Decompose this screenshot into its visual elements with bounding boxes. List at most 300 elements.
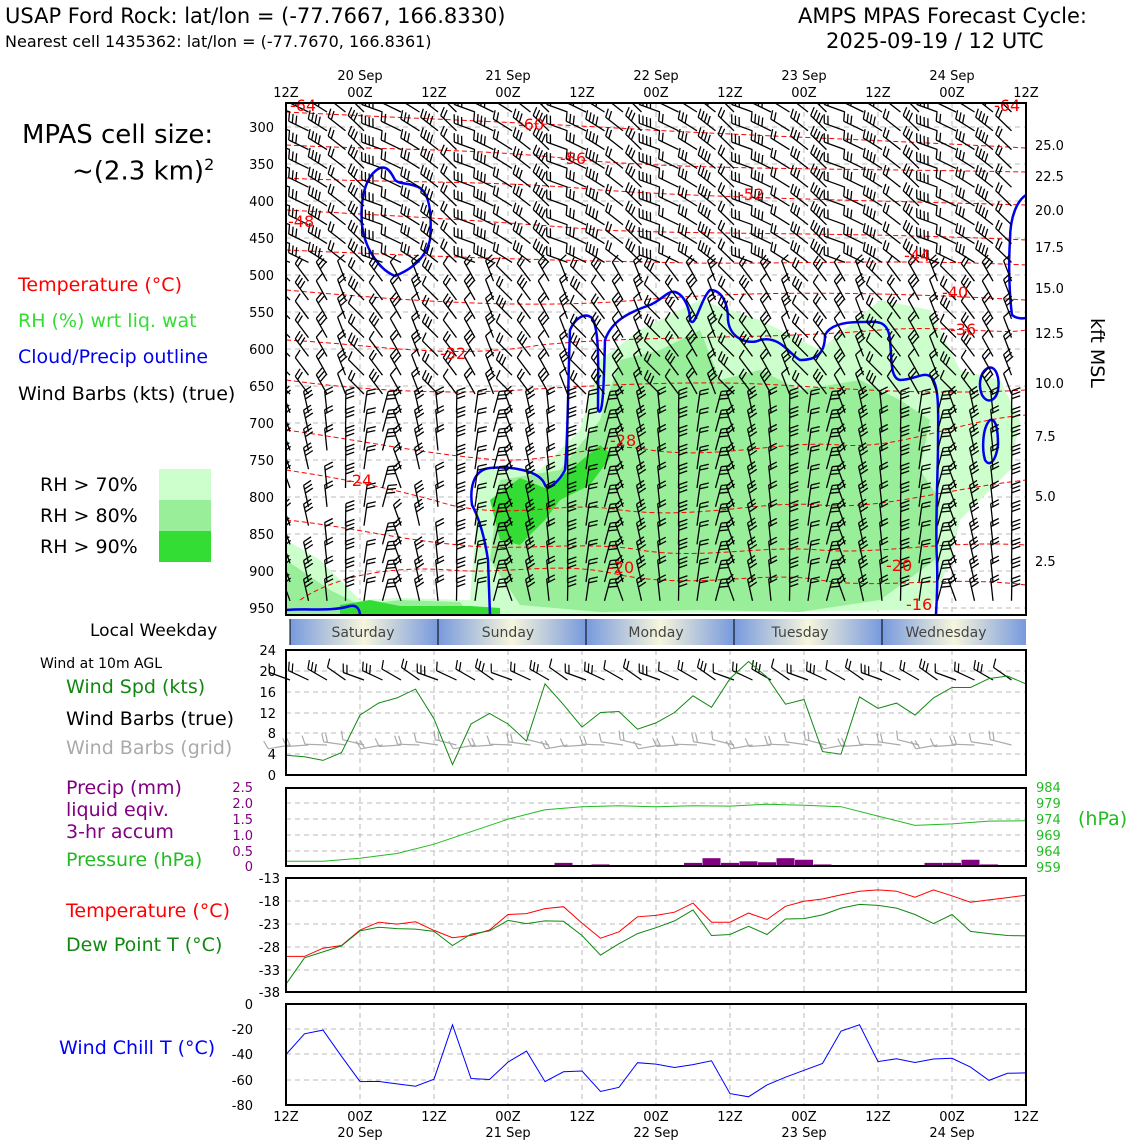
profile-wind-barb — [364, 502, 376, 526]
profile-wind-barb — [678, 204, 697, 225]
profile-wind-barb — [328, 240, 345, 262]
profile-wind-barb — [560, 255, 568, 282]
profile-wind-barb — [771, 242, 790, 263]
profile-wind-barb — [394, 443, 402, 470]
profile-wind-barb — [505, 405, 513, 432]
kft-tick-15: 15.0 — [1035, 282, 1064, 297]
profile-wind-barb — [338, 274, 346, 301]
profile-wind-barb — [936, 169, 956, 188]
profile-wind-barb — [751, 150, 771, 169]
profile-wind-barb — [486, 368, 496, 395]
kft-tick-25: 25.0 — [1035, 139, 1064, 154]
profile-wind-barb — [844, 187, 864, 206]
profile-wind-barb — [824, 227, 845, 244]
profile-wind-barb — [883, 203, 900, 225]
wind-barb-true — [826, 660, 845, 680]
legend-wind-barbs: Wind Barbs (kts) (true) — [18, 383, 236, 405]
wind-barb-true — [417, 664, 438, 681]
bottom-hour-0: 12Z — [273, 1110, 299, 1125]
bottom-hour-4: 12Z — [569, 1110, 595, 1125]
legend-rh: RH (%) wrt liq. wat — [18, 310, 197, 332]
profile-wind-barb — [338, 292, 348, 319]
p-tick-950: 950 — [249, 602, 274, 617]
profile-wind-barb — [606, 184, 623, 206]
weekday-tuesday: Tuesday — [771, 625, 829, 641]
profile-wind-barb — [917, 133, 938, 150]
wind-tick-24: 24 — [259, 644, 276, 659]
top-hour-2: 12Z — [421, 86, 447, 101]
wind-barbs-true-label: Wind Barbs (true) — [66, 708, 235, 730]
p-tick-600: 600 — [249, 343, 274, 358]
profile-wind-barb — [936, 244, 956, 263]
profile-wind-barb — [538, 255, 549, 281]
wind-barb-true — [752, 660, 771, 680]
profile-wind-barb — [547, 133, 568, 150]
profile-wind-barb — [586, 242, 605, 263]
profile-wind-barb — [863, 110, 882, 131]
profile-wind-barb — [547, 208, 568, 225]
profile-wind-barb — [328, 184, 345, 206]
windchill-panel — [232, 998, 1026, 1114]
legend-temperature: Temperature (°C) — [18, 274, 182, 296]
profile-wind-barb — [936, 150, 956, 169]
top-time-axis — [273, 69, 1039, 101]
profile-wind-barb — [383, 579, 398, 601]
profile-wind-barb — [513, 184, 530, 206]
profile-wind-barb — [295, 256, 308, 281]
profile-wind-barb — [493, 223, 512, 244]
p-tick-300: 300 — [249, 121, 274, 136]
wind-speed-label: Wind Spd (kts) — [66, 676, 206, 698]
profile-wind-barb — [308, 148, 327, 169]
profile-wind-barb — [961, 256, 974, 281]
profile-wind-barb — [547, 227, 568, 244]
profile-wind-barb — [791, 240, 808, 262]
profile-wind-barb — [381, 150, 401, 169]
wind-barb-true — [382, 660, 401, 680]
profile-wind-barb — [394, 537, 402, 564]
profile-wind-barb — [732, 152, 753, 169]
profile-wind-barb — [956, 129, 975, 150]
kft-tick-7-5: 7.5 — [1035, 430, 1056, 445]
profile-wind-barb — [732, 114, 753, 131]
kft-tick-22-5: 22.5 — [1035, 170, 1064, 185]
profile-wind-barb — [474, 244, 494, 263]
p-tick-800: 800 — [249, 491, 274, 506]
profile-wind-barb — [381, 112, 401, 131]
profile-wind-barb — [454, 246, 475, 263]
p-tick-900: 900 — [249, 565, 274, 580]
profile-wind-barb — [751, 225, 771, 244]
precip-bars — [555, 858, 999, 866]
rh-80-label: RH > 80% — [40, 505, 138, 527]
profile-wind-barb — [930, 255, 940, 282]
profile-wind-barb — [454, 227, 475, 244]
profile-wind-barb — [956, 223, 975, 244]
profile-wind-barb — [454, 190, 475, 207]
profile-wind-barb — [678, 186, 697, 207]
profile-wind-barb — [362, 208, 383, 225]
profile-wind-barb — [639, 246, 660, 263]
profile-wind-barb — [381, 244, 401, 263]
profile-wind-barb — [639, 171, 660, 188]
top-hour-8: 12Z — [865, 86, 891, 101]
profile-wind-barb — [436, 425, 444, 451]
temp-label-32: -32 — [440, 344, 467, 363]
p-tick-400: 400 — [249, 195, 274, 210]
wind-tick-16: 16 — [259, 686, 276, 701]
profile-wind-barb — [560, 292, 570, 319]
pressure-tick-974: 974 — [1036, 813, 1061, 828]
nearest-cell-info: Nearest cell 1435362: lat/lon = (-77.7670, 166.8361) — [5, 32, 432, 51]
profile-wind-barb — [547, 114, 568, 131]
profile-wind-barb — [412, 330, 422, 357]
profile-wind-barb — [782, 274, 790, 301]
profile-wind-barb — [936, 112, 956, 131]
hpa-unit-label: (hPa) — [1078, 808, 1128, 830]
profile-wind-barb — [566, 169, 586, 188]
profile-wind-barb — [639, 114, 660, 131]
profile-wind-barb — [991, 575, 999, 601]
profile-wind-barb — [454, 208, 475, 225]
wind-barb-true — [861, 664, 882, 681]
profile-wind-barb — [678, 148, 697, 169]
precip-tick-2-5: 2.5 — [232, 781, 253, 796]
precip-panel — [232, 781, 1061, 876]
bottom-hour-10: 12Z — [1013, 1110, 1039, 1125]
top-date-22: 22 Sep — [633, 69, 679, 84]
profile-wind-barb — [659, 131, 679, 150]
profile-wind-barb — [698, 240, 715, 262]
profile-wind-barb — [493, 186, 512, 207]
profile-wind-barb — [639, 133, 660, 150]
profile-wind-barb — [751, 131, 771, 150]
profile-wind-barb — [454, 152, 475, 169]
temp-label-64-right: -64 — [994, 96, 1021, 115]
profile-wind-barb — [586, 204, 605, 225]
profile-wind-barb — [791, 203, 808, 225]
profile-wind-barb — [698, 90, 715, 112]
weekday-wednesday: Wednesday — [905, 625, 987, 641]
cycle-date: 2025-09-19 / 12 UTC — [826, 29, 1044, 53]
local-weekday-label: Local Weekday — [90, 621, 218, 641]
profile-wind-barb — [791, 128, 808, 150]
profile-wind-barb — [791, 146, 808, 168]
profile-wind-barb — [917, 114, 938, 131]
profile-wind-barb — [454, 133, 475, 150]
profile-wind-barb — [956, 110, 975, 131]
profile-wind-barb — [308, 167, 327, 188]
profile-wind-barb — [401, 148, 420, 169]
profile-wind-barb — [976, 184, 993, 206]
bottom-date-23: 23 Sep — [781, 1126, 827, 1140]
profile-wind-barb — [824, 133, 845, 150]
profile-wind-barb — [436, 575, 444, 601]
profile-wind-barb — [659, 225, 679, 244]
profile-wind-barb — [566, 187, 586, 206]
precip-tick-1-0: 1.0 — [232, 829, 253, 844]
profile-wind-barb — [639, 152, 660, 169]
cell-size-text: ~(2.3 km) — [72, 156, 205, 187]
profile-wind-barb — [698, 165, 715, 187]
temp-label-44: -44 — [904, 246, 931, 265]
profile-wind-barb — [394, 555, 402, 582]
profile-wind-barb — [771, 110, 790, 131]
temp-tick-18: -18 — [258, 895, 280, 910]
bottom-hour-1: 00Z — [347, 1110, 373, 1125]
profile-wind-barb — [362, 152, 383, 169]
profile-panel — [249, 88, 1064, 617]
profile-wind-barb — [493, 110, 512, 131]
profile-wind-barb — [883, 128, 900, 150]
temp-panel — [259, 872, 1026, 1001]
profile-wind-barb — [678, 110, 697, 131]
profile-wind-barb — [639, 208, 660, 225]
profile-wind-barb — [493, 129, 512, 150]
profile-wind-barb — [474, 187, 494, 206]
top-hour-5: 00Z — [643, 86, 669, 101]
profile-wind-barb — [863, 242, 882, 263]
profile-wind-barb — [639, 190, 660, 207]
wind-barb-true — [565, 664, 586, 681]
profile-wind-barb — [454, 171, 475, 188]
precip-tick-0-5: 0.5 — [232, 845, 253, 860]
wind-10m-label: Wind at 10m AGL — [40, 656, 163, 672]
p-tick-650: 650 — [249, 380, 274, 395]
profile-wind-barb — [328, 165, 345, 187]
pressure-tick-984: 984 — [1036, 781, 1061, 796]
cell-size-sup: 2 — [204, 155, 215, 174]
temp-label-20b: -20 — [886, 556, 913, 575]
profile-wind-barb — [325, 481, 333, 507]
profile-wind-barb — [566, 206, 586, 225]
wind-panel — [259, 644, 1026, 784]
profile-wind-barb — [760, 255, 771, 281]
profile-wind-barb — [732, 133, 753, 150]
profile-wind-barb — [606, 222, 623, 244]
bottom-hour-9: 00Z — [939, 1110, 965, 1125]
profile-wind-barb — [824, 152, 845, 169]
profile-wind-barb — [401, 223, 420, 244]
profile-wind-barb — [328, 90, 345, 112]
rh-70-label: RH > 70% — [40, 474, 138, 496]
profile-wind-barb — [1004, 330, 1012, 357]
profile-wind-barb — [606, 90, 623, 112]
profile-wind-barb — [1012, 576, 1021, 601]
profile-wind-barb — [883, 165, 900, 187]
profile-wind-barb — [949, 555, 957, 582]
weekday-saturday: Saturday — [331, 625, 395, 641]
kft-tick-20: 20.0 — [1035, 204, 1064, 219]
temp-label-40: -40 — [942, 283, 969, 302]
profile-wind-barb — [381, 131, 401, 150]
wind-barb-true — [456, 660, 475, 680]
profile-wind-barb — [708, 255, 718, 282]
profile-wind-barb — [771, 204, 790, 225]
profile-wind-barb — [401, 110, 420, 131]
bottom-hour-5: 00Z — [643, 1110, 669, 1125]
profile-wind-barb — [591, 256, 604, 281]
p-tick-350: 350 — [249, 158, 274, 173]
profile-wind-barb — [606, 165, 623, 187]
kft-axis — [1035, 139, 1064, 570]
profile-wind-barb — [856, 274, 866, 301]
bottom-date-20: 20 Sep — [337, 1126, 383, 1140]
temp-label-48: -48 — [288, 212, 315, 231]
pressure-axis — [249, 121, 274, 617]
profile-wind-barb — [634, 274, 644, 301]
top-date-20: 20 Sep — [337, 69, 383, 84]
profile-wind-barb — [844, 150, 864, 169]
profile-wind-barb — [698, 128, 715, 150]
profile-wind-barb — [606, 146, 623, 168]
profile-wind-barb — [956, 148, 975, 169]
profile-wind-barb — [844, 112, 864, 131]
profile-wind-barb — [883, 146, 900, 168]
precip-tick-1-5: 1.5 — [232, 813, 253, 828]
dewpoint-label: Dew Point T (°C) — [66, 934, 223, 956]
wind-tick-0: 0 — [267, 769, 276, 784]
profile-wind-barb — [917, 208, 938, 225]
profile-wind-barb — [844, 206, 864, 225]
profile-wind-barb — [486, 349, 494, 376]
profile-wind-barb — [401, 242, 420, 263]
precip-tick-0: 0 — [244, 860, 253, 875]
profile-wind-barb — [369, 256, 382, 281]
wind-barb-true — [787, 664, 808, 681]
profile-wind-barb — [289, 187, 309, 206]
profile-wind-barb — [639, 227, 660, 244]
station-title: USAP Ford Rock: lat/lon = (-77.7667, 166.8330) — [5, 4, 506, 28]
profile-wind-barb — [863, 129, 882, 150]
kft-tick-12-5: 12.5 — [1035, 327, 1064, 342]
profile-wind-barb — [659, 169, 679, 188]
wind-barb-true — [639, 664, 660, 681]
profile-wind-barb — [390, 255, 401, 281]
kft-tick-5: 5.0 — [1035, 490, 1056, 505]
pressure-tick-959: 959 — [1036, 861, 1061, 876]
wc-tick-40: -40 — [231, 1048, 253, 1063]
windchill-label: Wind Chill T (°C) — [59, 1037, 216, 1059]
wind-barb-true — [308, 660, 327, 680]
profile-wind-barb — [863, 223, 882, 244]
profile-wind-barb — [1004, 349, 1014, 376]
profile-wind-barb — [394, 424, 402, 451]
profile-wind-barb — [698, 184, 715, 206]
wc-tick-80: -80 — [231, 1099, 253, 1114]
kft-tick-10: 10.0 — [1035, 377, 1064, 392]
profile-wind-barb — [824, 190, 845, 207]
profile-wind-barb — [936, 131, 956, 150]
profile-wind-barb — [976, 165, 993, 187]
profile-wind-barb — [824, 114, 845, 131]
profile-wind-barb — [586, 186, 605, 207]
bottom-date-24: 24 Sep — [929, 1126, 975, 1140]
bottom-date-21: 21 Sep — [485, 1126, 531, 1140]
precip-label-2: liquid eqiv. — [66, 799, 169, 821]
profile-wind-barb — [586, 129, 605, 150]
bottom-hour-6: 12Z — [717, 1110, 743, 1125]
temp-label-52: -52 — [738, 185, 765, 204]
profile-wind-barb — [474, 131, 494, 150]
profile-wind-barb — [791, 184, 808, 206]
wc-tick-0: 0 — [244, 998, 253, 1013]
profile-wind-barb — [678, 92, 697, 113]
profile-wind-barb — [513, 203, 530, 225]
profile-wind-barb — [493, 242, 512, 263]
pressure-label: Pressure (hPa) — [66, 849, 203, 871]
bottom-hour-2: 12Z — [421, 1110, 447, 1125]
temp-tick-28: -28 — [258, 941, 280, 956]
top-date-23: 23 Sep — [781, 69, 827, 84]
precip-bar — [703, 858, 721, 866]
pressure-tick-964: 964 — [1036, 845, 1061, 860]
profile-wind-barb — [325, 425, 333, 451]
pressure-tick-979: 979 — [1036, 797, 1061, 812]
profile-wind-barb — [771, 223, 790, 244]
weekday-sunday: Sunday — [481, 625, 535, 641]
top-hour-9: 00Z — [939, 86, 965, 101]
profile-wind-barb — [771, 148, 790, 169]
kft-msl-label: kft MSL — [1086, 318, 1108, 388]
wind-tick-8: 8 — [267, 727, 276, 742]
profile-wind-barb — [883, 222, 900, 244]
profile-wind-barb — [547, 171, 568, 188]
p-tick-550: 550 — [249, 306, 274, 321]
profile-wind-barb — [976, 203, 993, 225]
precip-tick-2-0: 2.0 — [232, 797, 253, 812]
weekday-strip — [290, 619, 1026, 645]
cell-size-label: MPAS cell size: — [22, 120, 214, 150]
profile-wind-barb — [394, 518, 402, 545]
profile-wind-barb — [771, 129, 790, 150]
profile-wind-barb — [883, 240, 900, 262]
wind-tick-4: 4 — [267, 748, 276, 763]
bottom-hour-8: 12Z — [865, 1110, 891, 1125]
profile-wind-barb — [381, 187, 401, 206]
profile-wind-barb — [474, 225, 494, 244]
profile-wind-barb — [505, 424, 513, 451]
profile-wind-barb — [887, 256, 900, 281]
wind-barb-true — [343, 664, 364, 681]
profile-wind-barb — [394, 405, 402, 432]
profile-wind-barb — [289, 150, 309, 169]
profile-wind-barb — [289, 244, 309, 263]
profile-wind-barb — [560, 274, 568, 301]
profile-wind-barb — [606, 203, 623, 225]
profile-wind-barb — [328, 222, 345, 244]
temp-tick-23: -23 — [258, 918, 280, 933]
profile-wind-barb — [401, 204, 420, 225]
profile-wind-barb — [844, 169, 864, 188]
top-hour-1: 00Z — [347, 86, 373, 101]
cycle-title: AMPS MPAS Forecast Cycle: — [798, 4, 1087, 28]
profile-wind-barb — [659, 206, 679, 225]
profile-wind-barb — [513, 165, 530, 187]
profile-wind-barb — [394, 499, 402, 526]
profile-wind-barb — [308, 186, 327, 207]
top-hour-6: 12Z — [717, 86, 743, 101]
top-hour-0: 12Z — [273, 86, 299, 101]
wind-barb-true — [935, 664, 956, 681]
profile-wind-barb — [751, 112, 771, 131]
bottom-time-axis — [273, 1110, 1039, 1140]
temp-label-16: -16 — [906, 595, 933, 614]
wind-barb-true — [678, 660, 697, 680]
profile-wind-barb — [956, 167, 975, 188]
wind-barb-true — [974, 660, 993, 680]
profile-wind-barb — [338, 330, 346, 357]
